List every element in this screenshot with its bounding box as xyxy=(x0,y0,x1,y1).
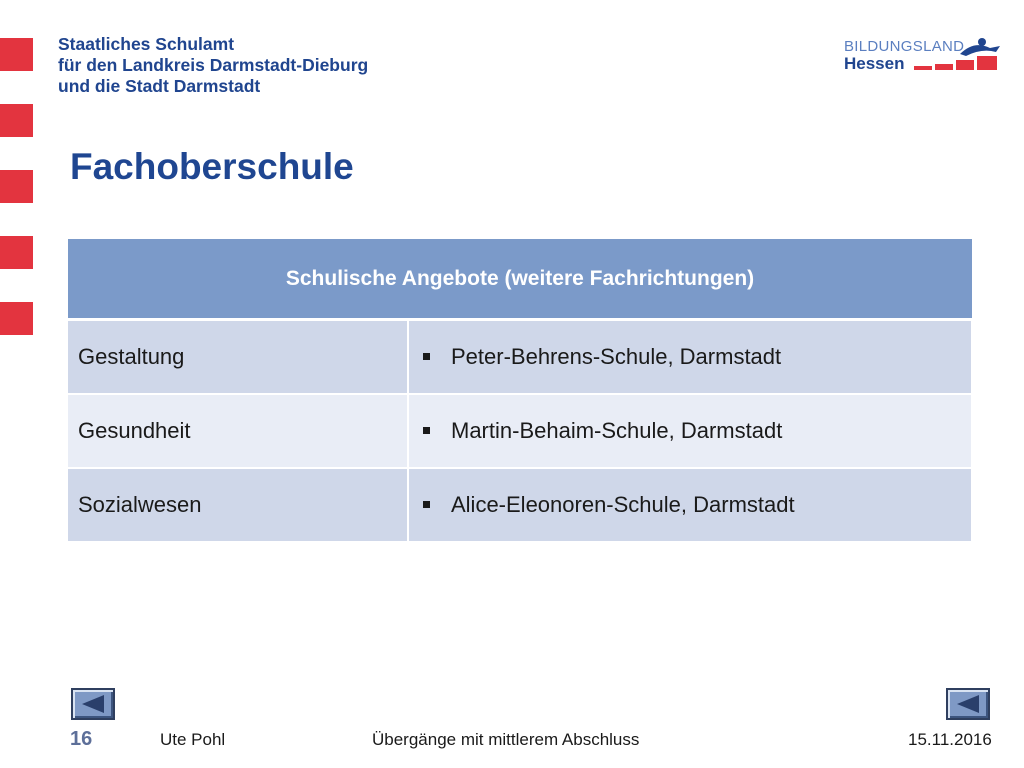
logo-figure-icon xyxy=(842,36,1004,76)
table-header-row xyxy=(68,239,972,320)
bullet-icon xyxy=(423,353,430,360)
org-line-1: Staatliches Schulamt xyxy=(58,34,235,54)
subject-cell: Sozialwesen xyxy=(68,468,408,542)
subject-cell: Gestaltung xyxy=(68,320,408,395)
subject-cell: Gesundheit xyxy=(68,394,408,468)
nav-prev-button[interactable] xyxy=(71,688,115,720)
table-header: Schulische Angebote (weitere Fachrichtungen) xyxy=(68,239,972,320)
school-name: Martin-Behaim-Schule, Darmstadt xyxy=(451,418,783,443)
back-arrow-icon xyxy=(79,694,107,714)
table-row xyxy=(68,394,972,468)
school-cell xyxy=(408,468,972,542)
bullet-icon xyxy=(423,501,430,508)
org-line-2: für den Landkreis Darmstadt-Dieburg xyxy=(58,55,369,75)
footer-date: 15.11.2016 xyxy=(908,730,992,749)
side-block-5 xyxy=(0,302,33,335)
slide-title: Fachoberschule xyxy=(70,146,354,187)
org-line-3: und die Stadt Darmstadt xyxy=(58,76,261,96)
logo-line-1: BILDUNGSLAND xyxy=(844,38,965,55)
footer-author: Ute Pohl xyxy=(160,730,226,749)
school-name: Alice-Eleonoren-Schule, Darmstadt xyxy=(451,492,795,517)
table-row xyxy=(68,320,972,395)
footer-topic: Übergänge mit mittlerem Abschluss xyxy=(372,730,640,749)
back-arrow-icon xyxy=(954,694,982,714)
table-row xyxy=(68,468,972,542)
bildungsland-hessen-logo xyxy=(842,36,1004,76)
page-number: 16 xyxy=(70,728,93,750)
side-block-2 xyxy=(0,104,33,137)
logo-line-2: Hessen xyxy=(844,54,905,73)
nav-next-button[interactable] xyxy=(946,688,990,720)
school-cell xyxy=(408,320,972,395)
side-block-3 xyxy=(0,170,33,203)
school-cell xyxy=(408,394,972,468)
bullet-icon xyxy=(423,427,430,434)
org-header xyxy=(58,34,368,97)
school-name: Peter-Behrens-Schule, Darmstadt xyxy=(451,344,782,369)
offers-table xyxy=(68,239,973,543)
side-block-1 xyxy=(0,38,33,71)
side-block-4 xyxy=(0,236,33,269)
